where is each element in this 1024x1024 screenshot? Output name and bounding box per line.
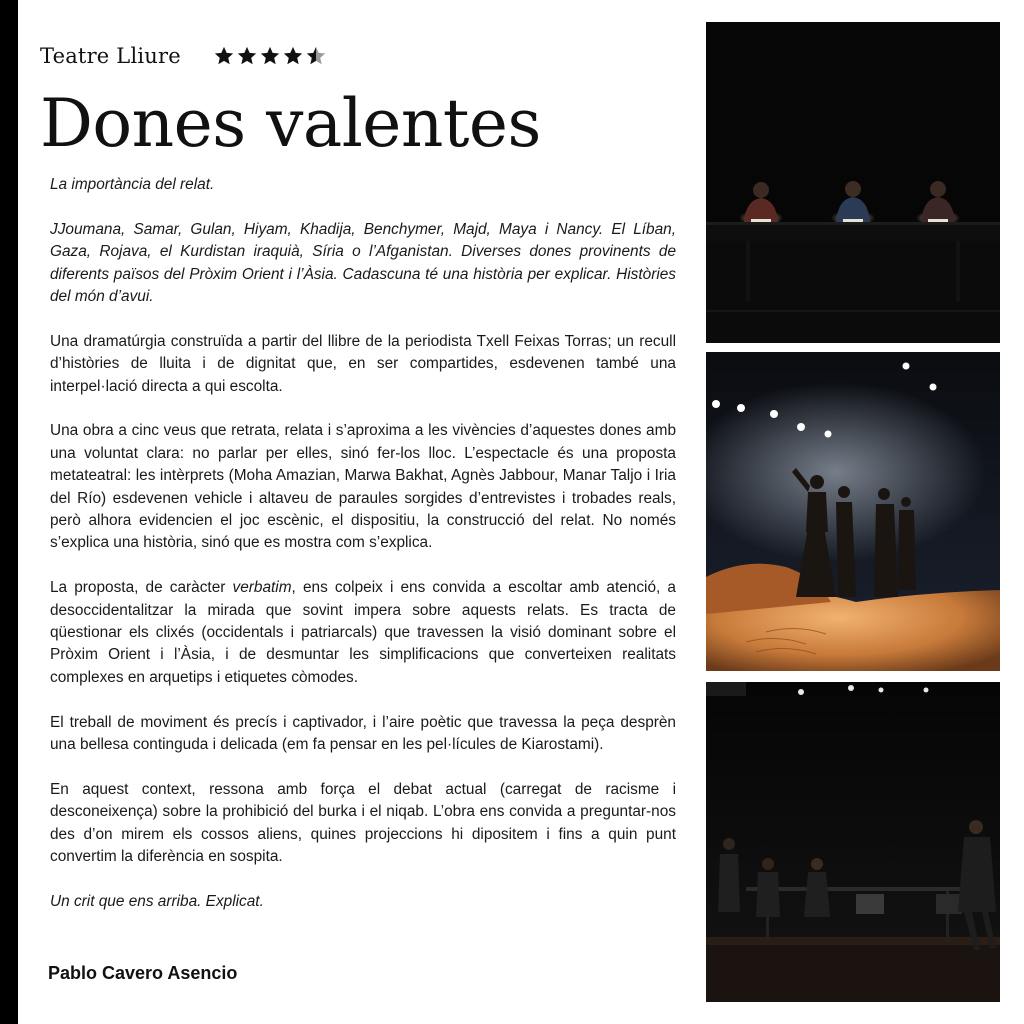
author-name: Pablo Cavero Asencio [48,963,238,983]
stage-photo-seated-performers [706,22,1000,343]
article-paragraph-1: Una dramatúrgia construïda a partir del llibre de la periodista Txell Feixas Torras; un recull d’històries de lluita i de dignitat que, en ser compartides, esdevenen també una interpel·lació directa a qui escolta. [50,332,676,395]
star-icon [213,45,235,67]
paragraph-3-rest: , ens colpeix i ens convida a escoltar amb atenció, a desoccidentalitzar la mirada que sovint impera sobre aquests relats. Es tracta de qüestionar els clixés (occidentals i patriarcals) que travessen la visió dominant sobre el Pròxim Orient i l’Àsia, i de desmuntar les simplificacions que converteixen realitats complexes en arquetips i etiquetes còmodes. [50,579,676,686]
stage-photo-sand-scene [706,352,1000,671]
article-closing: Un crit que ens arriba. Explicat. [50,892,264,910]
star-icon [305,45,327,67]
venue-name: Teatre Lliure [40,44,181,68]
star-icon [259,45,281,67]
article-paragraph-2: Una obra a cinc veus que retrata, relata i s’aproxima a les vivències d’aquestes dones amb una voluntat clara: no parlar per elles, sinó fer-los lloc. L’espectacle és una proposta metateatral: les intèrprets (Moha Amazian, Marwa Bakhat, Agnès Jabbour, Manar Taljo i Iria del Río) esdevenen vehicle i altaveu de paraules sorgides d’entrevistes i trobades reals, però alhora evidencien el joc escènic, el dispositiu, la construcció del relat. No només s’explica una història, sinó que es mostra com s’explica. [50,422,676,552]
article-paragraph-5: En aquest context, ressona amb força el debat actual (carregat de racisme i desconeixença) sobre la prohibició del burka i el niqab. L’obra ens convida a preguntar-nos des d’on mirem els cossos aliens, quines projeccions hi dipositem i fins a quin punt convertim la diferència en sospita. [50,780,676,866]
page-title: Dones valentes [40,85,541,162]
header [40,44,327,68]
star-icon [282,45,304,67]
article-body [50,174,676,936]
left-accent-bar [0,0,18,1024]
article-paragraph-4: El treball de moviment és precís i captivador, i l’aire poètic que travessa la peça desprèn una bellesa continguda i delicada (em fa pensar en les pel·lícules de Kiarostami). [50,713,676,754]
star-rating [213,45,327,67]
paragraph-3-emphasis: verbatim [232,579,292,597]
article-intro: JJoumana, Samar, Gulan, Hiyam, Khadija, Benchymer, Majd, Maya i Nancy. El Líban, Gaza, Rojava, el Kurdistan iraquià, Síria o l’Afganistan. Diverses dones provinents de diferents països del Pròxim Orient i l’Àsia. Cadascuna té una història per explicar. Històries del món d’avui. [50,220,676,306]
star-icon [236,45,258,67]
paragraph-3-lead: La proposta, de caràcter [50,579,233,597]
stage-photo-table-scene [706,682,1000,1002]
article-subtitle: La importància del relat. [50,176,215,193]
article-paragraph-3 [50,577,676,689]
